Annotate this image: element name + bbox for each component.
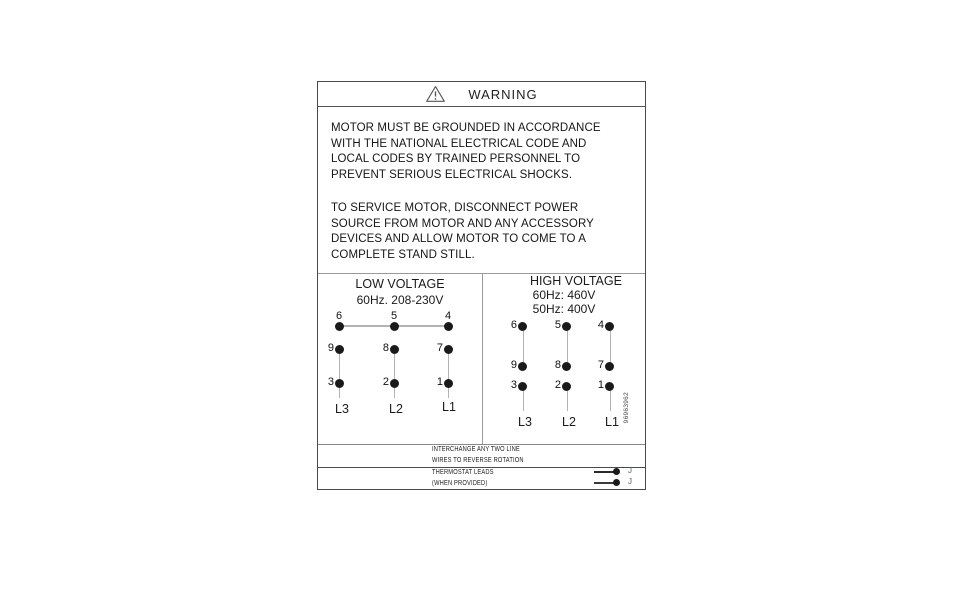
paragraph-line: COMPLETE STAND STILL. <box>331 248 475 261</box>
hv-connector-5-8 <box>567 326 569 366</box>
terminal-number: 7 <box>436 342 443 354</box>
diagram-notes-divider <box>318 444 645 445</box>
notes-divider <box>318 467 645 468</box>
terminal-number: 5 <box>554 319 561 331</box>
warning-title: WARNING <box>468 86 538 102</box>
paragraph-line: PREVENT SERIOUS ELECTRICAL SHOCKS. <box>331 168 573 181</box>
lv-connector-7-1 <box>448 349 450 398</box>
high-voltage-subtitle-60hz: 60Hz: 460V <box>532 288 596 302</box>
paragraph-line: MOTOR MUST BE GROUNDED IN ACCORDANCE <box>331 122 601 134</box>
terminal-dot <box>335 345 344 354</box>
terminal-dot <box>562 382 571 391</box>
terminal-dot <box>605 362 614 371</box>
high-voltage-title: HIGH VOLTAGE <box>530 274 622 288</box>
terminal-number: 5 <box>390 310 398 322</box>
terminal-number: 7 <box>597 359 604 371</box>
terminal-dot <box>562 362 571 371</box>
service-warning-paragraph <box>331 201 594 263</box>
high-voltage-subtitle-50hz: 50Hz: 400V <box>532 302 596 316</box>
paragraph-line: WITH THE NATIONAL ELECTRICAL CODE AND <box>331 137 587 150</box>
terminal-dot <box>390 379 399 388</box>
warning-triangle-icon <box>425 85 446 103</box>
warning-header <box>318 82 645 106</box>
hv-connector-6-9 <box>523 326 525 366</box>
terminal-number: 9 <box>510 359 517 371</box>
paragraph-line: DEVICES AND ALLOW MOTOR TO COME TO A <box>331 233 586 246</box>
terminal-dot <box>335 379 344 388</box>
terminal-number: 6 <box>335 310 343 322</box>
terminal-dot <box>444 379 453 388</box>
part-number: 96963962 <box>623 392 630 424</box>
reverse-rotation-note-line1: INTERCHANGE ANY TWO LINE <box>432 446 520 453</box>
terminal-dot <box>390 322 399 331</box>
thermostat-lead-label-2: J <box>628 477 632 486</box>
terminal-number: 1 <box>597 379 604 391</box>
paragraph-line: TO SERVICE MOTOR, DISCONNECT POWER <box>331 202 579 214</box>
terminal-dot <box>562 322 571 331</box>
terminal-number: 3 <box>510 379 517 391</box>
terminal-number: 4 <box>444 310 452 322</box>
motor-warning-label <box>317 81 646 490</box>
lv-connector-8-2 <box>394 349 396 398</box>
lv-connector-9-3 <box>339 349 341 398</box>
terminal-number: 4 <box>597 319 604 331</box>
paragraph-line: LOCAL CODES BY TRAINED PERSONNEL TO <box>331 153 581 166</box>
thermostat-lead-label-1: J <box>628 466 632 475</box>
low-voltage-subtitle: 60Hz. 208-230V <box>356 293 444 307</box>
hv-connector-4-7 <box>610 326 612 366</box>
terminal-dot <box>605 322 614 331</box>
terminal-dot <box>518 382 527 391</box>
lv-line-label-l1: L1 <box>442 400 456 414</box>
terminal-number: 8 <box>382 342 389 354</box>
low-voltage-title: LOW VOLTAGE <box>355 277 445 291</box>
hv-line-label-l2: L2 <box>562 415 576 429</box>
thermostat-note-line2: (WHEN PROVIDED) <box>432 480 488 487</box>
lv-line-label-l2: L2 <box>389 402 403 416</box>
terminal-dot <box>518 362 527 371</box>
terminal-number: 9 <box>327 342 334 354</box>
terminal-dot <box>390 345 399 354</box>
terminal-dot <box>444 345 453 354</box>
terminal-number: 8 <box>554 359 561 371</box>
thermostat-note-line1: THERMOSTAT LEADS <box>432 469 494 476</box>
terminal-number: 6 <box>510 319 517 331</box>
thermostat-lead-dot <box>613 479 620 486</box>
header-divider <box>318 106 645 107</box>
terminal-number: 2 <box>382 376 389 388</box>
terminal-dot <box>444 322 453 331</box>
terminal-number: 2 <box>554 379 561 391</box>
thermostat-lead-dot <box>613 468 620 475</box>
terminal-number: 3 <box>327 376 334 388</box>
terminal-dot <box>518 322 527 331</box>
terminal-number: 1 <box>436 376 443 388</box>
hv-line-label-l3: L3 <box>518 415 532 429</box>
reverse-rotation-note-line2: WIRES TO REVERSE ROTATION <box>432 457 524 464</box>
paragraph-line: SOURCE FROM MOTOR AND ANY ACCESSORY <box>331 217 594 230</box>
terminal-dot <box>335 322 344 331</box>
terminal-dot <box>605 382 614 391</box>
grounding-warning-paragraph <box>331 121 601 183</box>
lv-line-label-l3: L3 <box>335 402 349 416</box>
hv-line-label-l1: L1 <box>605 415 619 429</box>
